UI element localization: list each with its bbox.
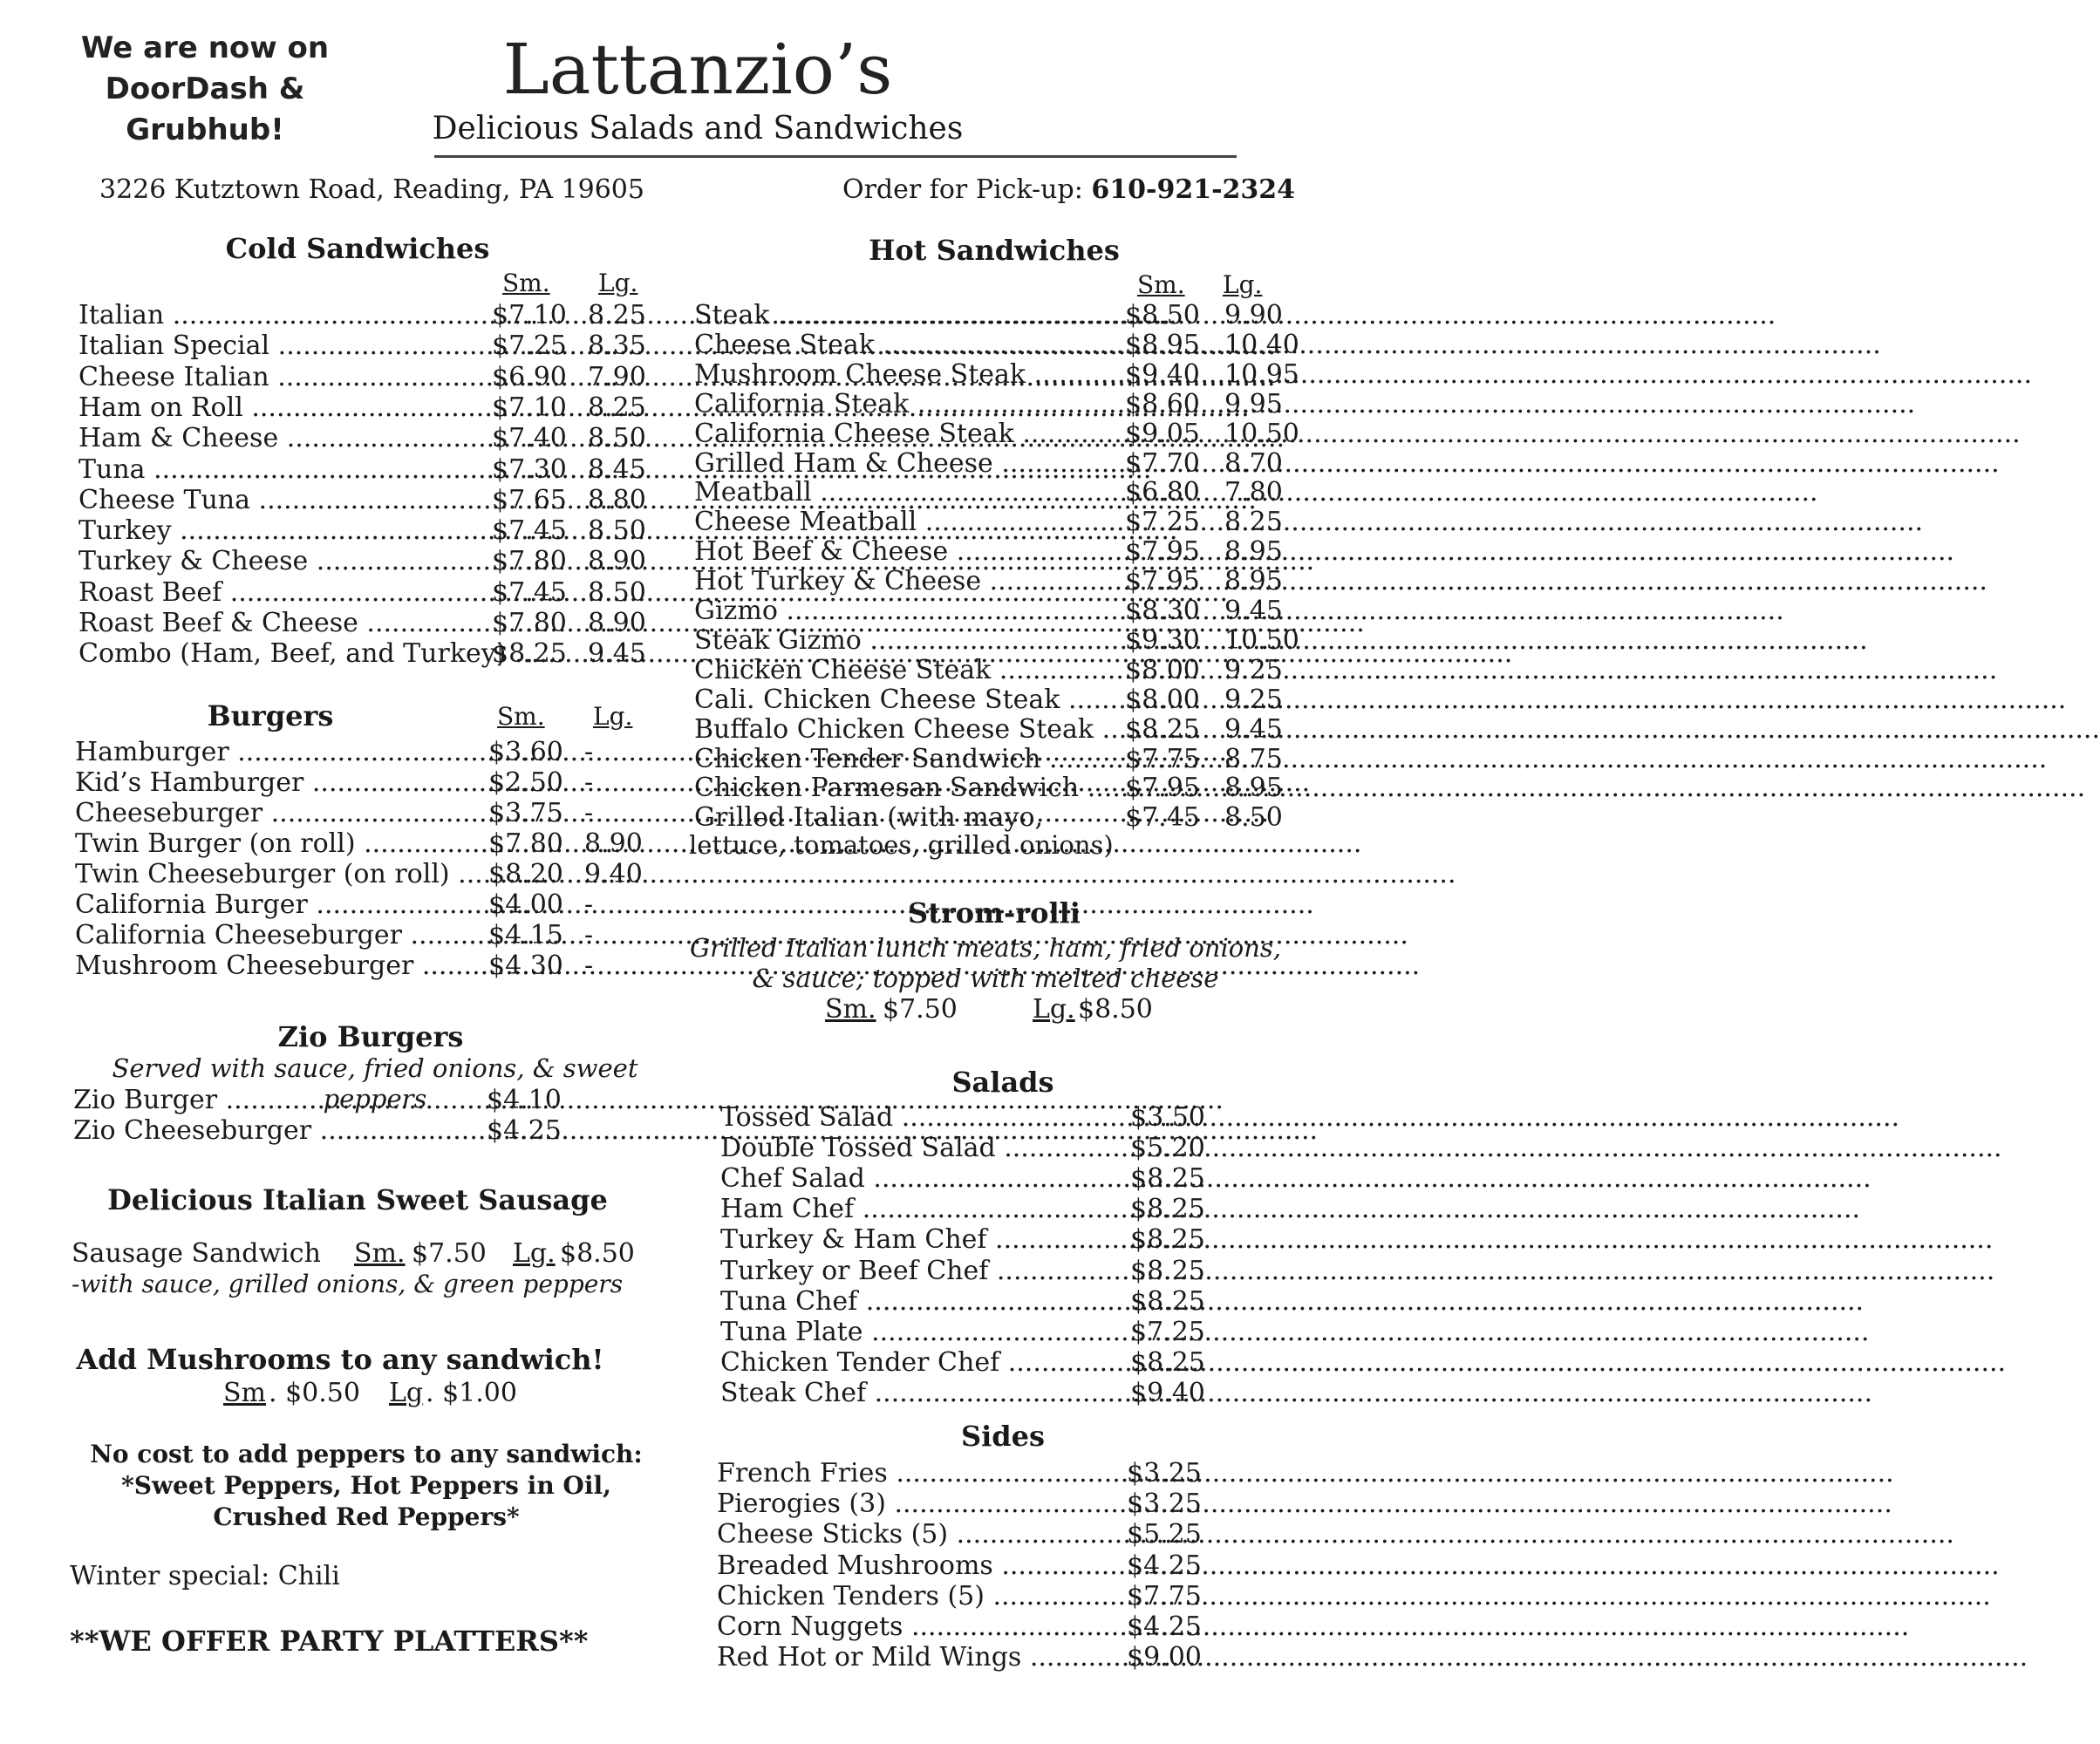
- item-price-small: $7.10: [492, 392, 567, 423]
- hot-sandwich-row: [694, 655, 1305, 685]
- item-price: $5.25: [1127, 1519, 1202, 1550]
- item-name: Tuna Plate .....: [720, 1317, 1104, 1347]
- item-price-large: 10.95: [1224, 358, 1299, 390]
- hot-lg-header: Lg.: [1223, 270, 1263, 299]
- item-name: Combo (Ham, Beef, and Turkey) .....: [78, 638, 462, 669]
- hot-sandwich-row: [694, 625, 1305, 656]
- burger-row: [75, 798, 668, 828]
- item-price: $8.25: [1130, 1255, 1205, 1286]
- side-row: [717, 1489, 1205, 1519]
- burgers-title: Burgers: [207, 699, 334, 732]
- item-name: Corn Nuggets .....: [717, 1611, 1101, 1642]
- item-name: Gizmo .....: [694, 596, 1090, 626]
- item-name: Double Tossed Salad .....: [720, 1133, 1104, 1163]
- hot-sandwich-row: [694, 596, 1305, 626]
- item-name: Turkey & Cheese .....: [78, 546, 462, 576]
- sausage-sm-label: Sm.: [354, 1238, 406, 1269]
- stromrolli-sm-label: Sm.: [825, 994, 876, 1025]
- item-name: Steak .....: [694, 300, 1090, 330]
- restaurant-name: Lattanzio’s: [502, 29, 893, 110]
- item-price-small: $3.60: [488, 737, 563, 767]
- cold-sm-header: Sm.: [502, 269, 550, 297]
- item-price-small: $7.40: [492, 423, 567, 454]
- item-price-small: $7.30: [492, 453, 567, 485]
- item-name: Steak Chef .....: [720, 1378, 1104, 1408]
- item-price-large: 8.80: [588, 484, 646, 515]
- zio-burger-row: [73, 1085, 562, 1115]
- item-price-small: $7.80: [488, 828, 563, 859]
- item-price-large: -: [584, 920, 594, 950]
- item-price-large: 8.95: [1224, 773, 1283, 804]
- item-name: Ham on Roll .....: [78, 392, 462, 423]
- item-price-small: $7.25: [1125, 507, 1200, 538]
- item-price-small: $9.30: [1125, 624, 1200, 656]
- item-name: Tossed Salad .....: [720, 1102, 1104, 1133]
- salad-row: [720, 1256, 1209, 1286]
- item-name: Cali. Chicken Cheese Steak .....: [694, 685, 1090, 715]
- item-price-large: 9.90: [1224, 300, 1283, 330]
- item-name: Cheese Tuna .....: [78, 485, 462, 515]
- stromrolli-lg-price: $8.50: [1078, 994, 1153, 1025]
- item-price-small: $7.95: [1125, 536, 1200, 568]
- order-label: Order for Pick-up:: [842, 174, 1083, 205]
- item-name: Zio Burger .....: [73, 1085, 445, 1115]
- delivery-promo: [70, 28, 340, 151]
- item-price-large: -: [584, 889, 594, 920]
- hot-sandwich-row: [694, 802, 1305, 833]
- item-name: Chicken Tender Sandwich .....: [694, 744, 1090, 774]
- item-price-small: $3.75: [488, 798, 563, 828]
- hot-sandwich-row: [694, 714, 1305, 745]
- item-name: Cheeseburger .....: [75, 798, 450, 828]
- mushrooms-lg-label: Lg: [389, 1378, 424, 1408]
- item-price-small: $9.05: [1125, 418, 1200, 449]
- item-price: $8.25: [1130, 1194, 1205, 1225]
- item-price: $4.25: [1127, 1611, 1202, 1642]
- cold-sandwich-row: [78, 423, 672, 453]
- hot-sandwiches-title: Hot Sandwiches: [869, 234, 1120, 267]
- item-price-large: 8.50: [588, 515, 646, 547]
- item-price-large: 8.50: [588, 576, 646, 608]
- sausage-lg-label: Lg.: [513, 1238, 556, 1269]
- burger-row: [75, 737, 668, 767]
- item-price: $8.25: [1130, 1346, 1205, 1378]
- item-price-small: $2.50: [488, 767, 563, 798]
- salad-row: [720, 1133, 1209, 1163]
- item-price-small: $6.90: [492, 361, 567, 392]
- salad-row: [720, 1286, 1209, 1317]
- item-name: Chicken Tender Chef .....: [720, 1347, 1104, 1378]
- item-price-small: $7.45: [492, 576, 567, 608]
- item-name: Chicken Parmesan Sandwich .....: [694, 773, 1090, 803]
- item-price-small: $8.00: [1125, 654, 1200, 685]
- side-row: [717, 1611, 1205, 1642]
- peppers-line: Crushed Red Peppers*: [213, 1502, 520, 1531]
- burger-row: [75, 950, 668, 981]
- item-name: Hamburger .....: [75, 737, 450, 767]
- item-price: $3.25: [1127, 1489, 1202, 1520]
- item-price-large: -: [584, 767, 594, 798]
- cold-sandwich-row: [78, 454, 672, 485]
- cold-sandwich-row: [78, 577, 672, 608]
- item-name: Roast Beef .....: [78, 577, 462, 608]
- item-name: Chicken Tenders (5) .....: [717, 1581, 1101, 1611]
- item-price-large: 9.45: [1224, 713, 1283, 745]
- hot-sandwich-row: [694, 536, 1305, 567]
- item-name: Ham & Cheese .....: [78, 423, 462, 453]
- burger-row: [75, 920, 668, 950]
- stromrolli-sm-price: $7.50: [883, 994, 958, 1025]
- item-name: California Cheeseburger .....: [75, 920, 450, 950]
- hot-sandwich-row: [694, 477, 1305, 508]
- item-price: $7.25: [1130, 1316, 1205, 1347]
- item-price-small: $7.10: [492, 300, 567, 330]
- item-price-small: $7.45: [1125, 802, 1200, 833]
- item-price-large: 8.45: [588, 453, 646, 485]
- burger-row: [75, 767, 668, 798]
- item-price-small: $7.45: [492, 515, 567, 547]
- sausage-title: Delicious Italian Sweet Sausage: [107, 1183, 608, 1216]
- item-price-small: $8.60: [1125, 388, 1200, 419]
- item-name: Cheese Sticks (5) .....: [717, 1519, 1101, 1550]
- item-price-large: 7.90: [588, 361, 646, 392]
- sausage-item: Sausage Sandwich: [72, 1238, 321, 1269]
- cold-sandwich-row: [78, 485, 672, 515]
- item-price-large: 9.25: [1224, 684, 1283, 715]
- item-price-large: 10.50: [1224, 624, 1299, 656]
- mushrooms-sm-price: . $0.50: [269, 1378, 360, 1408]
- item-price: $9.00: [1127, 1642, 1202, 1673]
- item-name: Chicken Cheese Steak .....: [694, 655, 1090, 685]
- item-price-large: 8.25: [1224, 507, 1283, 538]
- salad-row: [720, 1347, 1209, 1378]
- item-price-large: 9.95: [1224, 388, 1283, 419]
- sausage-note: -with sauce, grilled onions, & green peppers: [72, 1270, 624, 1298]
- item-price-large: 8.70: [1224, 447, 1283, 479]
- sausage-sm-price: $7.50: [412, 1238, 487, 1269]
- cold-sandwich-row: [78, 638, 672, 669]
- item-price-large: 9.25: [1224, 654, 1283, 685]
- item-name: Hot Beef & Cheese .....: [694, 536, 1090, 567]
- cold-sandwich-row: [78, 300, 672, 330]
- hot-sandwich-row: [694, 389, 1305, 419]
- item-price-large: 8.25: [588, 300, 646, 330]
- cold-sandwich-row: [78, 546, 672, 576]
- item-name: Ham Chef .....: [720, 1194, 1104, 1224]
- item-name: Turkey or Beef Chef .....: [720, 1256, 1104, 1286]
- peppers-line: *Sweet Peppers, Hot Peppers in Oil,: [121, 1471, 611, 1500]
- burgers-sm-header: Sm.: [497, 702, 545, 731]
- item-price-small: $9.40: [1125, 358, 1200, 390]
- item-name: Cheese Italian .....: [78, 362, 462, 392]
- cold-sandwich-row: [78, 515, 672, 546]
- item-price-small: $4.30: [488, 950, 563, 981]
- hot-sandwich-row: [694, 566, 1305, 596]
- party-platters: **WE OFFER PARTY PLATTERS**: [70, 1625, 589, 1658]
- side-row: [717, 1642, 1205, 1672]
- item-price-large: 10.40: [1224, 329, 1299, 360]
- item-name: Cheese Meatball .....: [694, 507, 1090, 537]
- item-price: $9.40: [1130, 1377, 1205, 1408]
- promo-line: Grubhub!: [126, 112, 284, 147]
- item-price-small: $6.80: [1125, 477, 1200, 508]
- mushrooms-lg-price: . $1.00: [426, 1378, 517, 1408]
- item-price-large: 8.90: [588, 608, 646, 638]
- item-name: Italian Special .....: [78, 330, 462, 361]
- hot-sandwich-row: [694, 300, 1305, 330]
- item-price-large: 8.90: [588, 546, 646, 577]
- item-name: Pierogies (3) .....: [717, 1489, 1101, 1519]
- item-name: Grilled Ham & Cheese .....: [694, 448, 1090, 479]
- salad-row: [720, 1163, 1209, 1194]
- item-price-large: 7.80: [1224, 477, 1283, 508]
- burger-row: [75, 889, 668, 920]
- burger-row: [75, 828, 668, 859]
- item-name: Turkey & Ham Chef .....: [720, 1224, 1104, 1255]
- item-price-large: -: [584, 798, 594, 828]
- item-price-large: 8.75: [1224, 743, 1283, 774]
- stromrolli-desc-line: Grilled Italian lunch meats, ham, fried onions,: [690, 933, 1281, 963]
- hot-sandwich-row: [694, 744, 1305, 774]
- cold-sandwiches-title: Cold Sandwiches: [225, 232, 490, 265]
- salad-row: [720, 1102, 1209, 1133]
- item-price-large: -: [584, 950, 594, 981]
- hot-sandwich-row: [694, 330, 1305, 360]
- item-price-large: 9.45: [1224, 596, 1283, 626]
- item-price-small: $7.95: [1125, 773, 1200, 804]
- item-price-small: $7.70: [1125, 447, 1200, 479]
- item-price-large: 8.35: [588, 330, 646, 362]
- promo-line: DoorDash &: [105, 72, 305, 106]
- item-price-small: $8.25: [492, 638, 567, 670]
- item-price-large: 8.50: [588, 423, 646, 454]
- item-price: $5.20: [1130, 1133, 1205, 1164]
- item-name: Grilled Italian (with mayo,: [694, 802, 1044, 833]
- sides-title: Sides: [960, 1420, 1045, 1453]
- item-name: Red Hot or Mild Wings .....: [717, 1642, 1101, 1672]
- side-row: [717, 1581, 1205, 1611]
- item-name: Hot Turkey & Cheese .....: [694, 566, 1090, 596]
- stromrolli-desc-line: & sauce; topped with melted cheese: [752, 964, 1219, 993]
- item-name: Kid’s Hamburger .....: [75, 767, 450, 798]
- side-row: [717, 1458, 1205, 1489]
- hot-sandwich-row: [694, 419, 1305, 449]
- item-name: Italian .....: [78, 300, 462, 330]
- zio-burger-row: [73, 1115, 562, 1146]
- item-price: $8.25: [1130, 1163, 1205, 1195]
- item-name: French Fries .....: [717, 1458, 1101, 1489]
- mushrooms-title: Add Mushrooms to any sandwich!: [76, 1343, 604, 1376]
- cold-sandwich-row: [78, 330, 672, 361]
- item-name: Turkey .....: [78, 515, 462, 546]
- item-name: Twin Cheeseburger (on roll) .....: [75, 859, 450, 889]
- item-name: California Cheese Steak .....: [694, 419, 1090, 449]
- item-name: Zio Cheeseburger .....: [73, 1115, 445, 1146]
- item-name: Chef Salad .....: [720, 1163, 1104, 1194]
- item-price-large: 8.95: [1224, 536, 1283, 568]
- header-divider: [434, 155, 1237, 158]
- item-price-large: 8.95: [1224, 566, 1283, 597]
- item-price-large: 8.25: [588, 392, 646, 423]
- item-name: Roast Beef & Cheese .....: [78, 608, 462, 638]
- item-price: $4.25: [1127, 1550, 1202, 1581]
- item-price-small: $7.75: [1125, 743, 1200, 774]
- salad-row: [720, 1194, 1209, 1224]
- phone-number: 610-921-2324: [1091, 174, 1296, 205]
- item-price-small: $7.25: [492, 330, 567, 362]
- burgers-lg-header: Lg.: [593, 702, 633, 731]
- item-price-small: $8.00: [1125, 684, 1200, 715]
- stromrolli-desc: [689, 933, 1282, 994]
- item-price-small: $7.80: [492, 608, 567, 638]
- cold-lg-header: Lg.: [598, 269, 638, 297]
- stromrolli-title: Strom-rolli: [908, 896, 1081, 930]
- salad-row: [720, 1224, 1209, 1255]
- item-name: Tuna Chef .....: [720, 1286, 1104, 1317]
- item-price: $3.25: [1127, 1458, 1202, 1489]
- item-price-large: 10.50: [1224, 418, 1299, 449]
- item-name: Meatball .....: [694, 477, 1090, 508]
- hot-last-line: lettuce, tomatoes, grilled onions): [689, 830, 1114, 860]
- cold-sandwich-row: [78, 392, 672, 423]
- side-row: [717, 1550, 1205, 1581]
- hot-sandwich-row: [694, 359, 1305, 390]
- item-price-small: $4.00: [488, 889, 563, 920]
- sausage-lg-price: $8.50: [560, 1238, 635, 1269]
- item-name: Mushroom Cheeseburger .....: [75, 950, 450, 981]
- promo-line: We are now on: [80, 31, 330, 65]
- order-info: [842, 173, 1295, 208]
- item-price-small: $8.20: [488, 859, 563, 889]
- zio-burgers-title: Zio Burgers: [277, 1020, 464, 1053]
- item-name: Tuna .....: [78, 454, 462, 485]
- item-price-small: $7.95: [1125, 566, 1200, 597]
- item-name: California Burger .....: [75, 889, 450, 920]
- item-price-large: 9.45: [588, 638, 646, 670]
- address: 3226 Kutztown Road, Reading, PA 19605: [99, 174, 644, 205]
- burger-row: [75, 859, 668, 889]
- item-price: $4.10: [487, 1085, 562, 1115]
- item-price-small: $7.65: [492, 484, 567, 515]
- tagline: Delicious Salads and Sandwiches: [432, 111, 964, 146]
- hot-sm-header: Sm.: [1137, 270, 1185, 299]
- hot-sandwich-row: [694, 685, 1305, 715]
- mushrooms-sm-label: Sm: [223, 1378, 266, 1408]
- salad-row: [720, 1378, 1209, 1408]
- peppers-note: [70, 1439, 663, 1533]
- item-price: $8.25: [1130, 1285, 1205, 1317]
- item-price-small: $7.80: [492, 546, 567, 577]
- item-price-small: $8.50: [1125, 300, 1200, 330]
- peppers-line: No cost to add peppers to any sandwich:: [90, 1440, 643, 1468]
- cold-sandwich-row: [78, 608, 672, 638]
- item-price-large: -: [584, 737, 594, 767]
- item-price: $4.25: [487, 1115, 562, 1146]
- item-price-large: 8.90: [584, 828, 643, 859]
- item-price-small: $4.15: [488, 920, 563, 950]
- item-name: Mushroom Cheese Steak .....: [694, 359, 1090, 390]
- item-name: Breaded Mushrooms .....: [717, 1550, 1101, 1581]
- stromrolli-lg-label: Lg.: [1033, 994, 1075, 1025]
- item-price-small: $8.30: [1125, 596, 1200, 626]
- item-price-large: 8.50: [1224, 802, 1283, 833]
- hot-sandwich-row: [694, 448, 1305, 479]
- hot-sandwich-row: [694, 507, 1305, 537]
- item-price-small: $8.95: [1125, 329, 1200, 360]
- side-row: [717, 1519, 1205, 1550]
- hot-sandwich-row: [694, 773, 1305, 803]
- item-price-small: $8.25: [1125, 713, 1200, 745]
- item-name: Twin Burger (on roll) .....: [75, 828, 450, 859]
- cold-sandwich-row: [78, 362, 672, 392]
- item-price: $7.75: [1127, 1580, 1202, 1611]
- item-name: Buffalo Chicken Cheese Steak .....: [694, 714, 1090, 745]
- item-price: $3.50: [1130, 1102, 1205, 1133]
- salads-title: Salads: [951, 1066, 1054, 1099]
- item-name: Steak Gizmo .....: [694, 625, 1090, 656]
- item-name: Cheese Steak .....: [694, 330, 1090, 360]
- item-price-large: 9.40: [584, 859, 643, 889]
- salad-row: [720, 1317, 1209, 1347]
- item-price: $8.25: [1130, 1224, 1205, 1256]
- zio-burgers-subtitle: Served with sauce, fried onions, & sweet peppers: [112, 1053, 638, 1114]
- item-name: California Steak .....: [694, 389, 1090, 419]
- winter-special: Winter special: Chili: [70, 1561, 340, 1591]
